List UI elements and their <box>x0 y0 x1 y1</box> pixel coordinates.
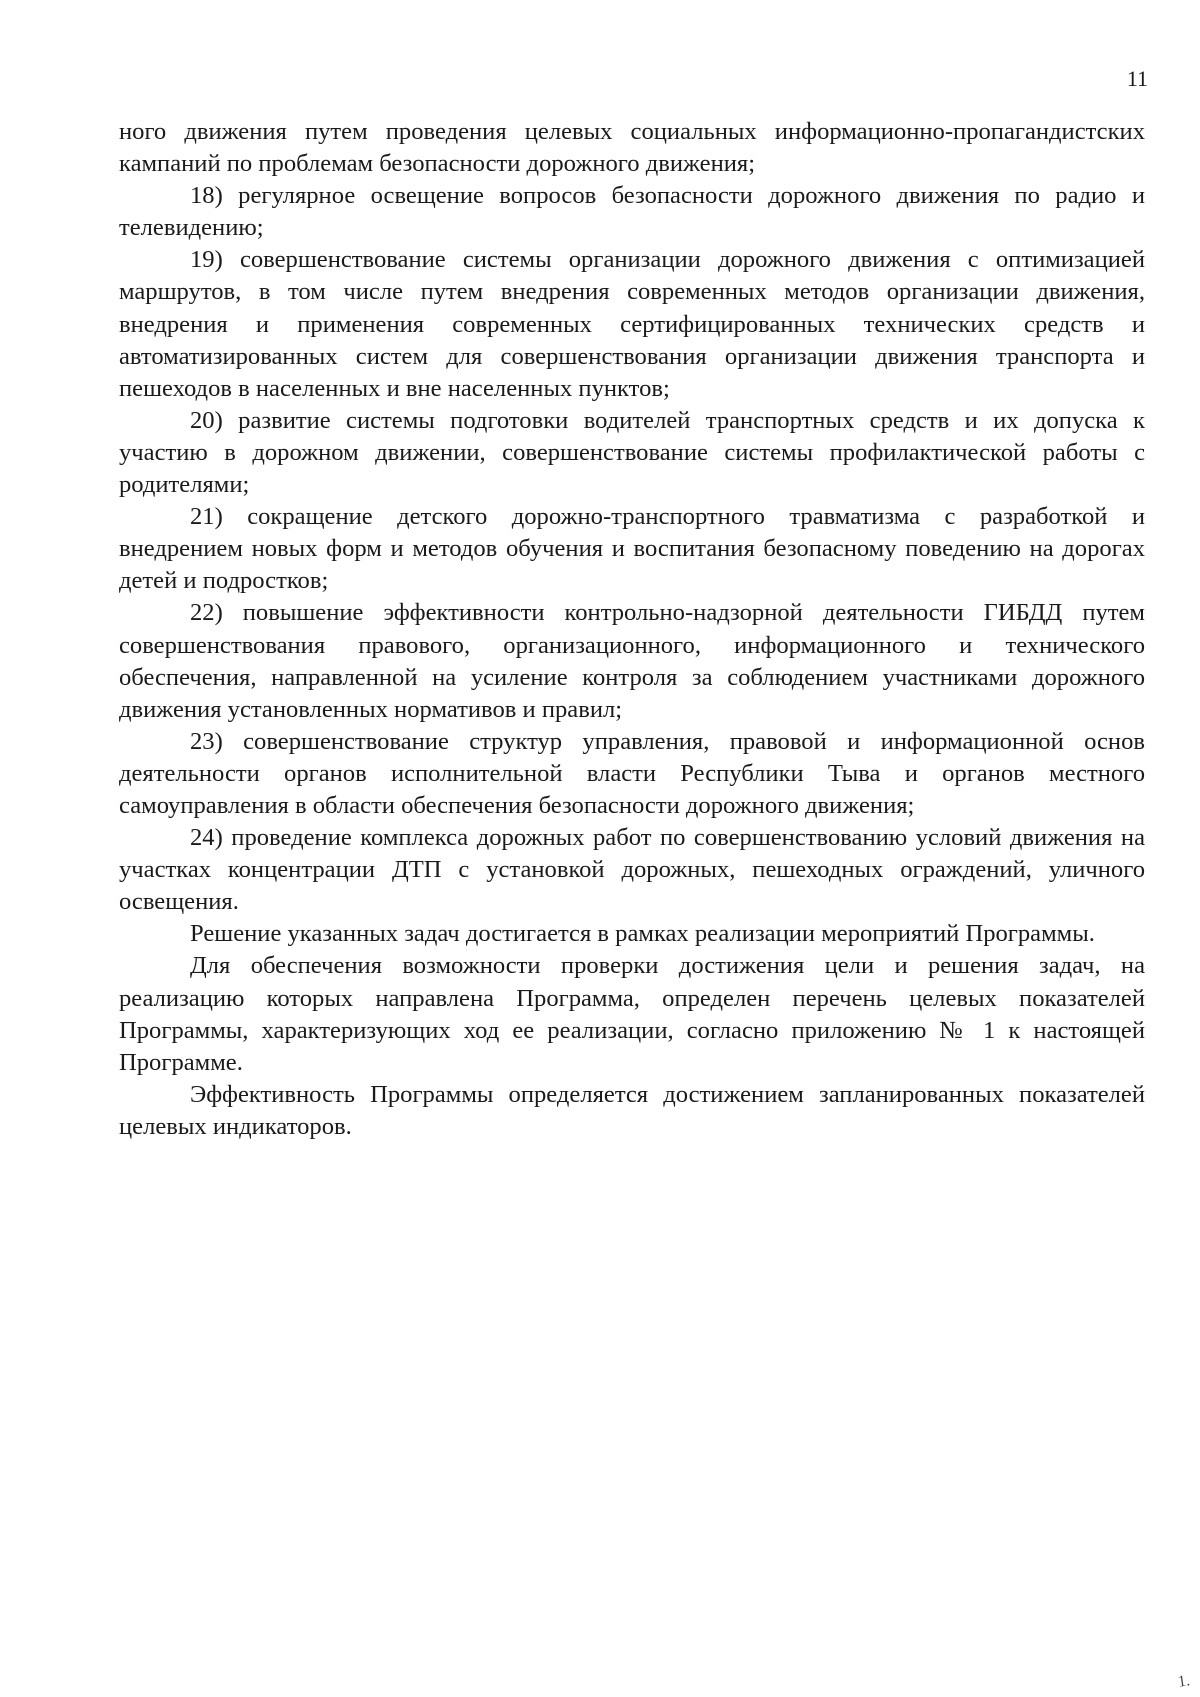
list-item-19: 19) совершенствование системы организации дорожного движения с оптимизацией маршрутов, в том числе путем внедрения современных методов организации движения, внедрения и применения современных сертифицированных технических средств и автоматизированных систем для совершенствования организации движения транспорта и пешеходов в населенных и вне населенных пунктов; <box>119 246 1145 402</box>
list-item-18: 18) регулярное освещение вопросов безопасности дорожного движения по радио и телевидению; <box>119 182 1145 242</box>
document-body <box>119 116 1145 1143</box>
corner-mark: 1. <box>1176 1672 1192 1691</box>
list-item-21: 21) сокращение детского дорожно-транспортного травматизма с разработкой и внедрением новых форм и методов обучения и воспитания безопасному поведению на дорогах детей и подростков; <box>119 503 1145 595</box>
paragraph-continuation: ного движения путем проведения целевых социальных информационно-пропагандистских кампаний по проблемам безопасности дорожного движения; <box>119 118 1145 178</box>
list-item-24: 24) проведение комплекса дорожных работ по совершенствованию условий движения на участках концентрации ДТП с установкой дорожных, пешеходных ограждений, уличного освещения. <box>119 824 1145 916</box>
list-item-22: 22) повышение эффективности контрольно-надзорной деятельности ГИБДД путем совершенствования правового, организационного, информационного и технического обеспечения, направленной на усиление контроля за соблюдением участниками дорожного движения установленных нормативов и правил; <box>119 599 1145 723</box>
list-item-20: 20) развитие системы подготовки водителей транспортных средств и их допуска к участию в дорожном движении, совершенствование системы профилактической работы с родителями; <box>119 406 1145 499</box>
page-number: 11 <box>1126 66 1148 91</box>
paragraph-indicators: Для обеспечения возможности проверки достижения цели и решения задач, на реализацию которых направлена Программа, определен перечень целевых показателей Программы, характеризующих ход ее реализации, согласно приложению № 1 к настоящей Программе. <box>119 952 1145 1076</box>
paragraph-tasks-solution: Решение указанных задач достигается в рамках реализации мероприятий Программы. <box>190 920 1095 948</box>
list-item-23: 23) совершенствование структур управления, правовой и информационной основ деятельности органов исполнительной власти Республики Тыва и органов местного самоуправления в области обеспечения безопасности дорожного движения; <box>119 727 1145 819</box>
paragraph-efficiency: Эффективность Программы определяется достижением запланированных показателей целевых индикаторов. <box>119 1080 1145 1140</box>
